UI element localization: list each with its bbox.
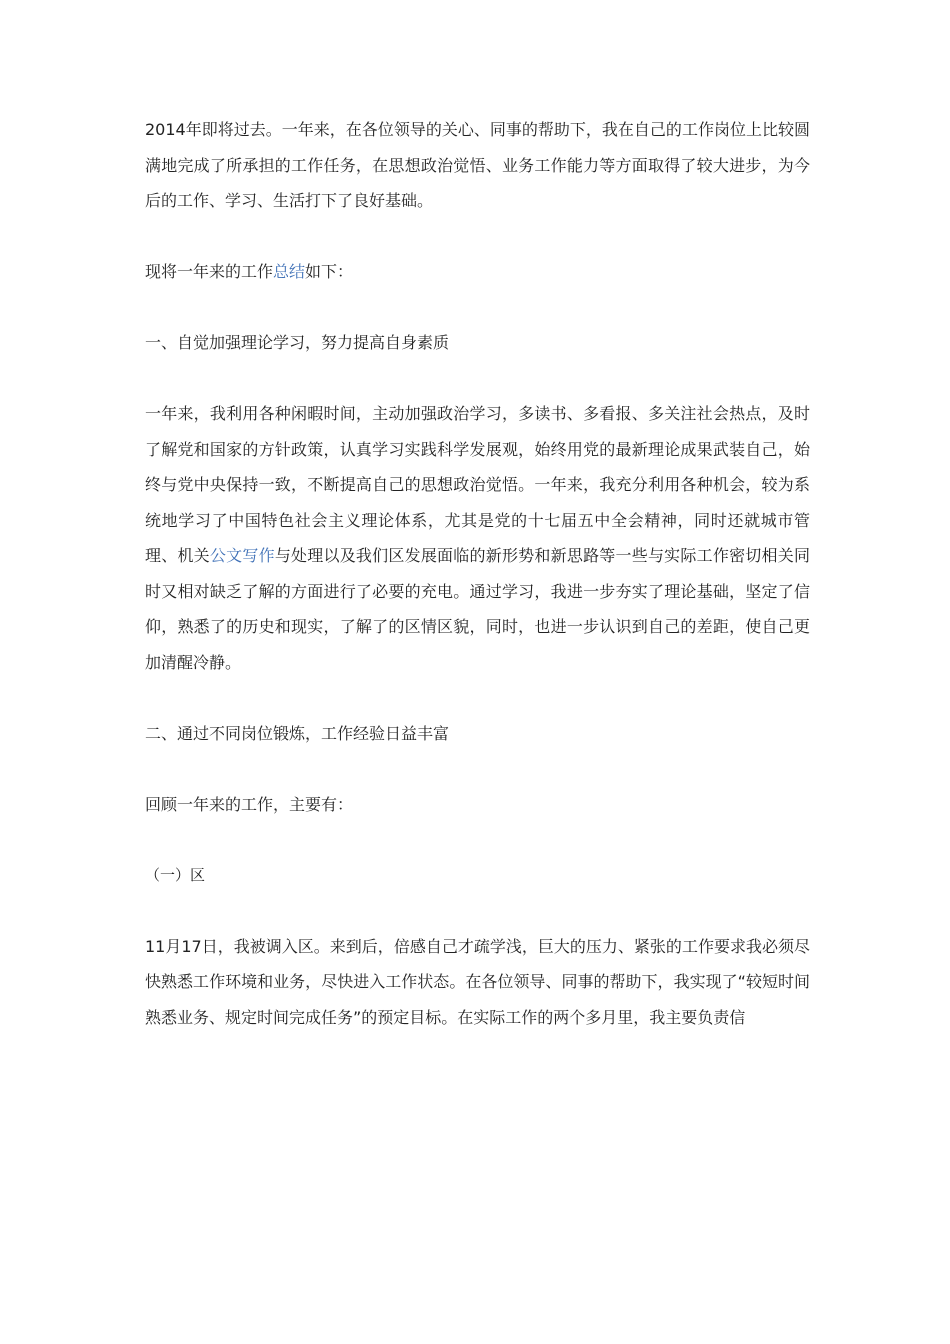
review-paragraph: 回顾一年来的工作，主要有： xyxy=(145,794,354,814)
official-writing-link[interactable]: 公文写作 xyxy=(209,546,275,565)
theory-study-text: 一年来，我利用各种闲暇时间，主动加强政治学习，多读书、多看报、多关注社会热点，及时了解党和国家的方针政策，认真学习实践科学发展观，始终用党的最新理论成果武装自己，始终与党中央保持一致，不断提高自己的思想政治觉悟。一年来，我充分利用各种机会，较为系统地学习了中国特色社会主义理论体系，尤其是党的十七届五中全会精神，同时还就城市管理、机关 xyxy=(145,404,810,565)
theory-study-paragraph xyxy=(145,396,810,680)
paragraph-gap xyxy=(145,290,810,326)
summary-intro-paragraph xyxy=(145,254,810,290)
summary-intro-text: 现将一年来的工作 xyxy=(145,262,274,281)
section-heading-1: 一、自觉加强理论学习，努力提高自身素质 xyxy=(145,333,450,352)
document-body xyxy=(145,112,810,1035)
paragraph-gap xyxy=(145,822,810,858)
section-heading-2: 二、通过不同岗位锻炼，工作经验日益丰富 xyxy=(145,723,450,743)
theory-study-text-end: 与处理以及我们区发展面临的新形势和新思路等一些与实际工作密切相关同时又相对缺乏了解的方面进行了必要的充电。通过学习，我进一步夯实了理论基础，坚定了信仰，熟悉了的历史和现实，了解了的区情区貌，同时，也进一步认识到自己的差距，使自己更加清醒冷静。 xyxy=(145,546,810,672)
summary-intro-text-end: 如下： xyxy=(305,262,354,281)
paragraph-gap xyxy=(145,893,810,929)
summary-link[interactable]: 总结 xyxy=(273,262,306,281)
paragraph-gap xyxy=(145,219,810,255)
paragraph-gap xyxy=(145,680,810,716)
subsection-heading-1: （一）区 xyxy=(145,865,206,884)
paragraph-gap xyxy=(145,751,810,787)
district-work-paragraph: 11月17日，我被调入区。来到后，倍感自己才疏学浅，巨大的压力、紧张的工作要求我必须尽快熟悉工作环境和业务，尽快进入工作状态。在各位领导、同事的帮助下，我实现了“较短时间熟悉业务、规定时间完成任务”的预定目标。在实际工作的两个多月里，我主要负责信 xyxy=(145,936,810,1027)
intro-paragraph: 2014年即将过去。一年来，在各位领导的关心、同事的帮助下，我在自己的工作岗位上比较圆满地完成了所承担的工作任务，在思想政治觉悟、业务工作能力等方面取得了较大进步，为今后的工作、学习、生活打下了良好基础。 xyxy=(145,120,810,210)
paragraph-gap xyxy=(145,361,810,397)
